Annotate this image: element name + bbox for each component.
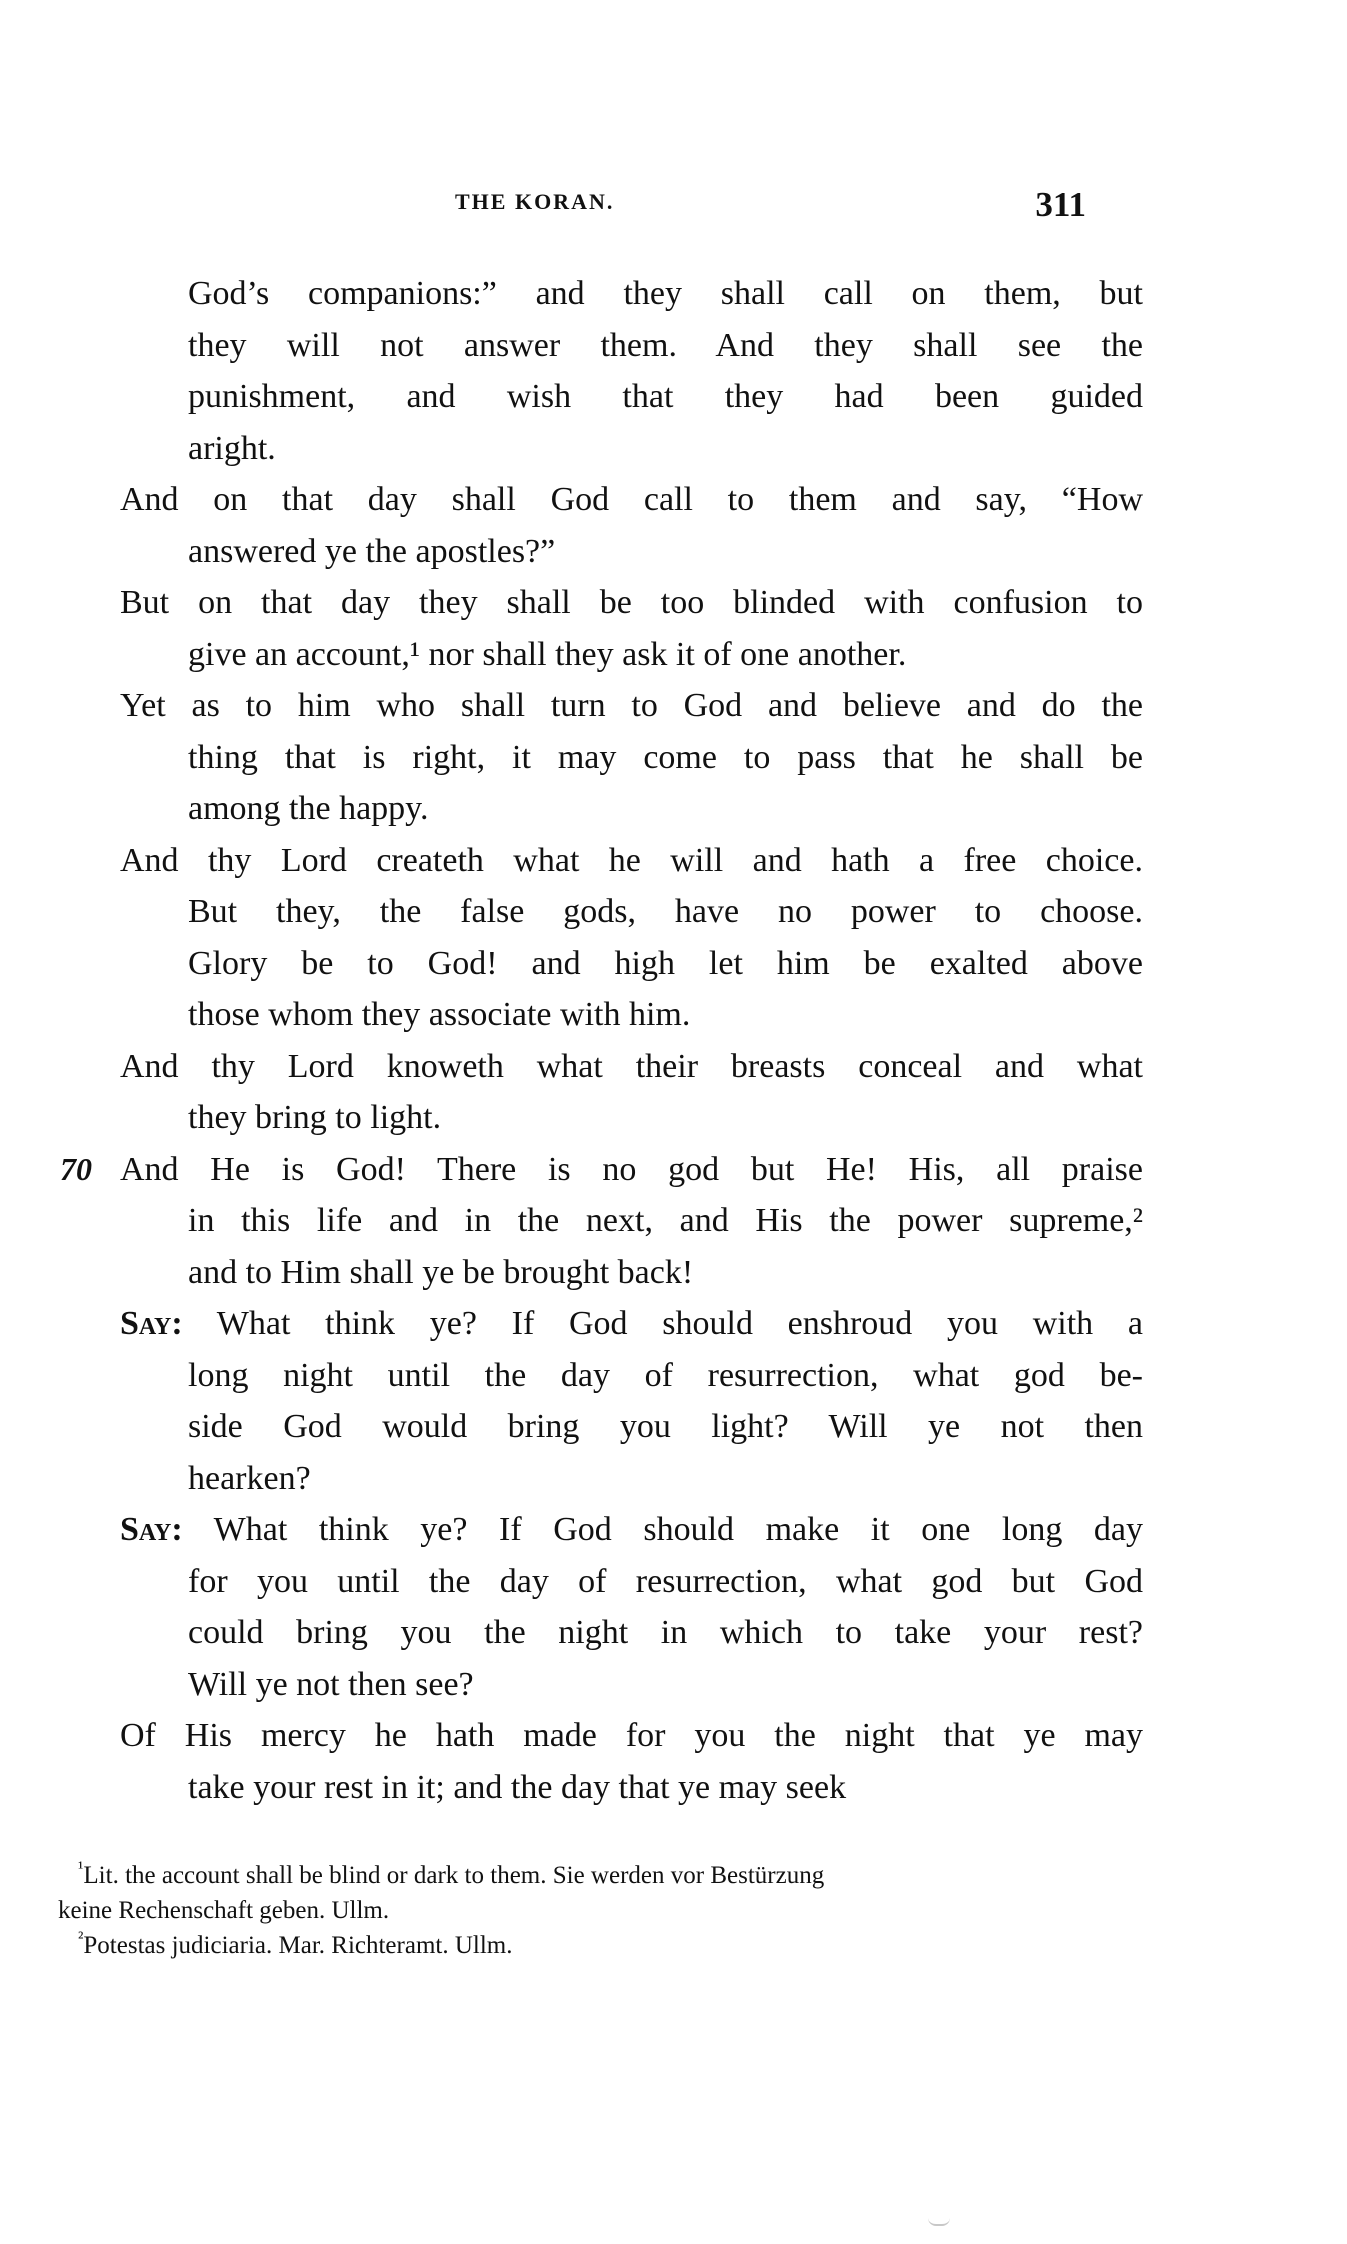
verse-line: aright. xyxy=(188,429,276,467)
verse-line: could bring you the night in which to take your rest? xyxy=(188,1614,1143,1651)
verse-line: Glory be to God! and high let him be exalted above xyxy=(188,944,1143,982)
verse-number: 70 xyxy=(60,1150,92,1187)
verse-line-text: What think ye? If God should make it one long day xyxy=(182,1511,1143,1548)
footnote xyxy=(78,1928,1098,1963)
verse-line: take your rest in it; and the day that ye may seek xyxy=(188,1768,847,1806)
verse-line: But on that day they shall be too blinded with confusion to xyxy=(120,584,1143,621)
verse-paragraph xyxy=(120,1041,1143,1144)
footnotes xyxy=(0,1858,1347,1963)
say-keyword: Say: xyxy=(120,1305,183,1342)
verse-line: give an account,¹ nor shall they ask it of one another. xyxy=(188,635,907,673)
verse-paragraph xyxy=(60,1144,1143,1299)
verse-line: they bring to light. xyxy=(188,1099,442,1136)
verse-line-text: What think ye? If God should enshroud you with a xyxy=(182,1305,1143,1342)
verse-line: they will not answer them. And they shall see the xyxy=(188,326,1143,364)
verse-line: And He is God! There is no god but He! His, all praise xyxy=(120,1150,1143,1188)
verse-paragraph xyxy=(120,680,1143,835)
verse-line: long night until the day of resurrection, what god be- xyxy=(188,1356,1143,1394)
verse-line: And thy Lord createth what he will and hath a free choice. xyxy=(120,841,1143,879)
verse-line: thing that is right, it may come to pass that he shall be xyxy=(188,738,1143,776)
footnote-line xyxy=(78,1928,1098,1963)
footnote-text: Lit. the account shall be blind or dark to them. Sie werden vor Bestürzung xyxy=(83,1862,825,1889)
verse-line: And thy Lord knoweth what their breasts conceal and what xyxy=(120,1047,1143,1085)
verse-line: hearken? xyxy=(188,1459,311,1497)
verse-paragraph xyxy=(120,835,1143,1041)
verse-line: But they, the false gods, have no power to choose. xyxy=(188,893,1143,930)
verse-list xyxy=(0,268,1347,1813)
verse-line: for you until the day of resurrection, what god but God xyxy=(188,1562,1143,1600)
verse-paragraph xyxy=(120,577,1143,680)
footnote-mark: ² xyxy=(78,1927,84,1948)
verse-paragraph xyxy=(120,1298,1143,1504)
footnote xyxy=(58,1857,1098,1928)
verse-line: in this life and in the next, and His the power supreme,² xyxy=(188,1202,1143,1239)
running-head xyxy=(0,185,1347,225)
page-mark xyxy=(928,2218,950,2226)
verse-line: among the happy. xyxy=(188,790,429,827)
verse-line: And on that day shall God call to them and say, “How xyxy=(120,481,1143,518)
verse-line: Of His mercy he hath made for you the night that ye may xyxy=(120,1717,1143,1754)
verse-paragraph xyxy=(120,1504,1143,1710)
verse-paragraph xyxy=(120,474,1143,577)
verse-paragraph xyxy=(120,1710,1143,1813)
footnote-mark: ¹ xyxy=(78,1857,84,1878)
footnote-line: keine Rechenschaft geben. Ullm. xyxy=(58,1897,390,1924)
verse-line: side God would bring you light? Will ye not then xyxy=(188,1408,1143,1445)
verse-line: Yet as to him who shall turn to God and believe and do the xyxy=(120,687,1143,724)
running-title: THE KORAN. xyxy=(455,189,615,214)
page-number: 311 xyxy=(1035,185,1086,224)
footnote-text: Potestas judiciaria. Mar. Richteramt. Ullm. xyxy=(83,1932,513,1959)
verse-line xyxy=(120,1298,1143,1350)
verse-line: Will ye not then see? xyxy=(188,1665,474,1703)
verse-line xyxy=(120,1504,1143,1556)
say-keyword: Say: xyxy=(120,1511,183,1548)
verse-line: God’s companions:” and they shall call on them, but xyxy=(188,275,1143,312)
verse-paragraph xyxy=(188,268,1143,474)
verse-line: answered ye the apostles?” xyxy=(188,532,556,570)
footnote-line xyxy=(78,1858,1098,1893)
verse-line: and to Him shall ye be brought back! xyxy=(188,1253,694,1291)
verse-line: punishment, and wish that they had been guided xyxy=(188,378,1143,415)
verse-line: those whom they associate with him. xyxy=(188,996,691,1033)
